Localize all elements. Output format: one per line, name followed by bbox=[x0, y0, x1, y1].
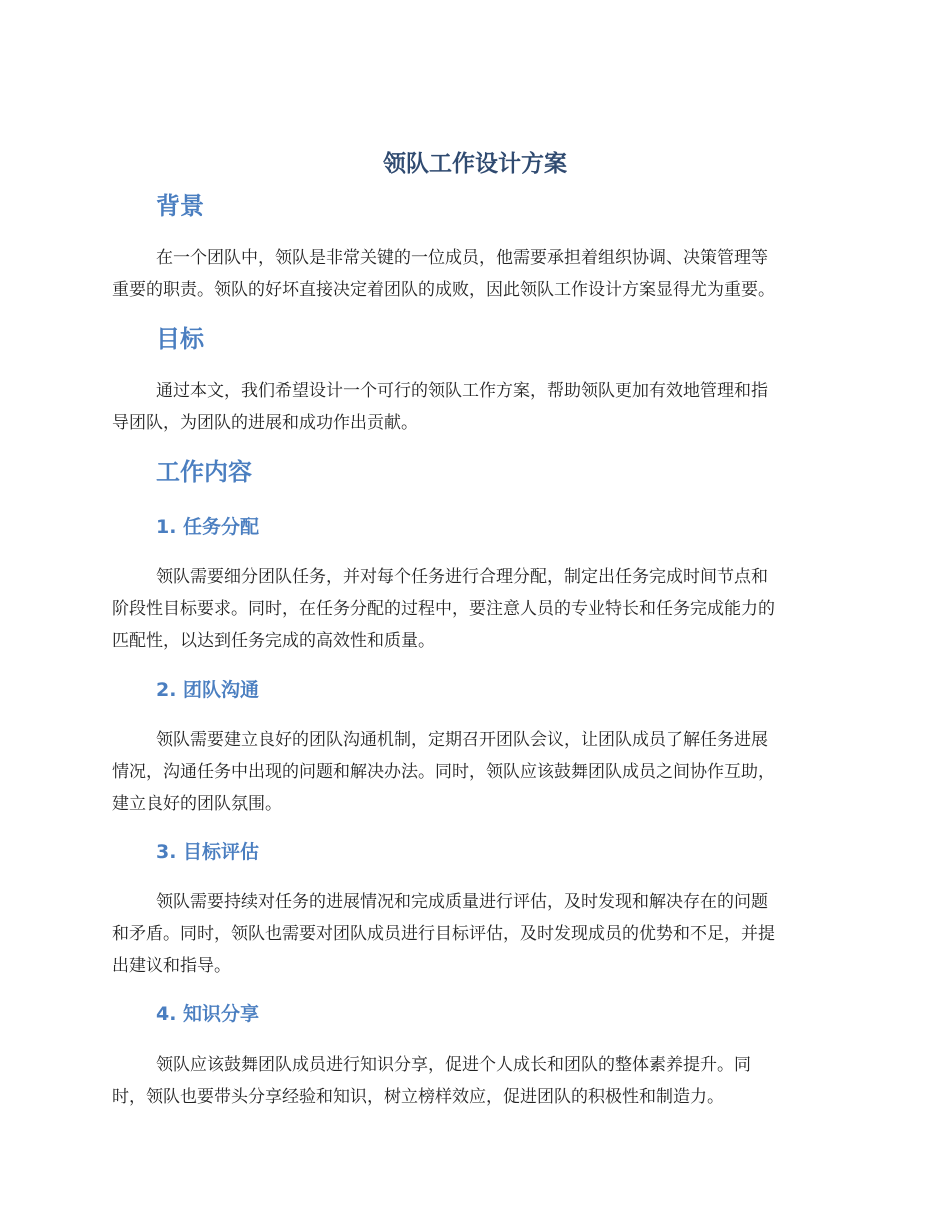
paragraph-line: 领队需要持续对任务的进展情况和完成质量进行评估，及时发现和解决存在的问题 bbox=[156, 892, 768, 912]
paragraph-line: 领队需要建立良好的团队沟通机制，定期召开团队会议，让团队成员了解任务进展 bbox=[156, 730, 768, 750]
section-heading-background: 背景 bbox=[156, 192, 204, 220]
subsection-heading-knowledge-sharing: 4. 知识分享 bbox=[156, 1003, 260, 1025]
section-heading-work-content: 工作内容 bbox=[156, 458, 252, 486]
paragraph-line: 时，领队也要带头分享经验和知识，树立榜样效应，促进团队的积极性和制造力。 bbox=[112, 1087, 724, 1107]
paragraph-line: 导团队，为团队的进展和成功作出贡献。 bbox=[112, 413, 418, 433]
paragraph-line: 领队应该鼓舞团队成员进行知识分享，促进个人成长和团队的整体素养提升。同 bbox=[156, 1055, 751, 1075]
section-heading-goal: 目标 bbox=[156, 325, 204, 353]
paragraph-line: 阶段性目标要求。同时，在任务分配的过程中，要注意人员的专业特长和任务完成能力的 bbox=[112, 599, 775, 619]
subsection-paragraph-knowledge-sharing bbox=[112, 1049, 840, 1113]
paragraph-line: 和矛盾。同时，领队也需要对团队成员进行目标评估，及时发现成员的优势和不足，并提 bbox=[112, 924, 775, 944]
paragraph-line: 建立良好的团队氛围。 bbox=[112, 794, 282, 814]
paragraph-line: 重要的职责。领队的好坏直接决定着团队的成败，因此领队工作设计方案显得尤为重要。 bbox=[112, 280, 775, 300]
paragraph-line: 通过本文，我们希望设计一个可行的领队工作方案，帮助领队更加有效地管理和指 bbox=[156, 381, 768, 401]
paragraph-line: 情况，沟通任务中出现的问题和解决办法。同时，领队应该鼓舞团队成员之间协作互助， bbox=[112, 762, 775, 782]
subsection-heading-goal-evaluation: 3. 目标评估 bbox=[156, 841, 260, 863]
subsection-heading-team-communication: 2. 团队沟通 bbox=[156, 679, 260, 701]
subsection-paragraph-team-communication bbox=[112, 724, 840, 820]
paragraph-line: 出建议和指导。 bbox=[112, 956, 231, 976]
subsection-paragraph-goal-evaluation bbox=[112, 886, 840, 982]
document-title: 领队工作设计方案 bbox=[383, 151, 567, 177]
subsection-heading-task-assignment: 1. 任务分配 bbox=[156, 516, 260, 538]
paragraph-line: 匹配性，以达到任务完成的高效性和质量。 bbox=[112, 631, 435, 651]
paragraph-line: 在一个团队中，领队是非常关键的一位成员，他需要承担着组织协调、决策管理等 bbox=[156, 248, 768, 268]
section-paragraph-goal bbox=[112, 375, 840, 439]
paragraph-line: 领队需要细分团队任务，并对每个任务进行合理分配，制定出任务完成时间节点和 bbox=[156, 567, 768, 587]
subsection-paragraph-task-assignment bbox=[112, 561, 840, 657]
section-paragraph-background bbox=[112, 242, 840, 306]
